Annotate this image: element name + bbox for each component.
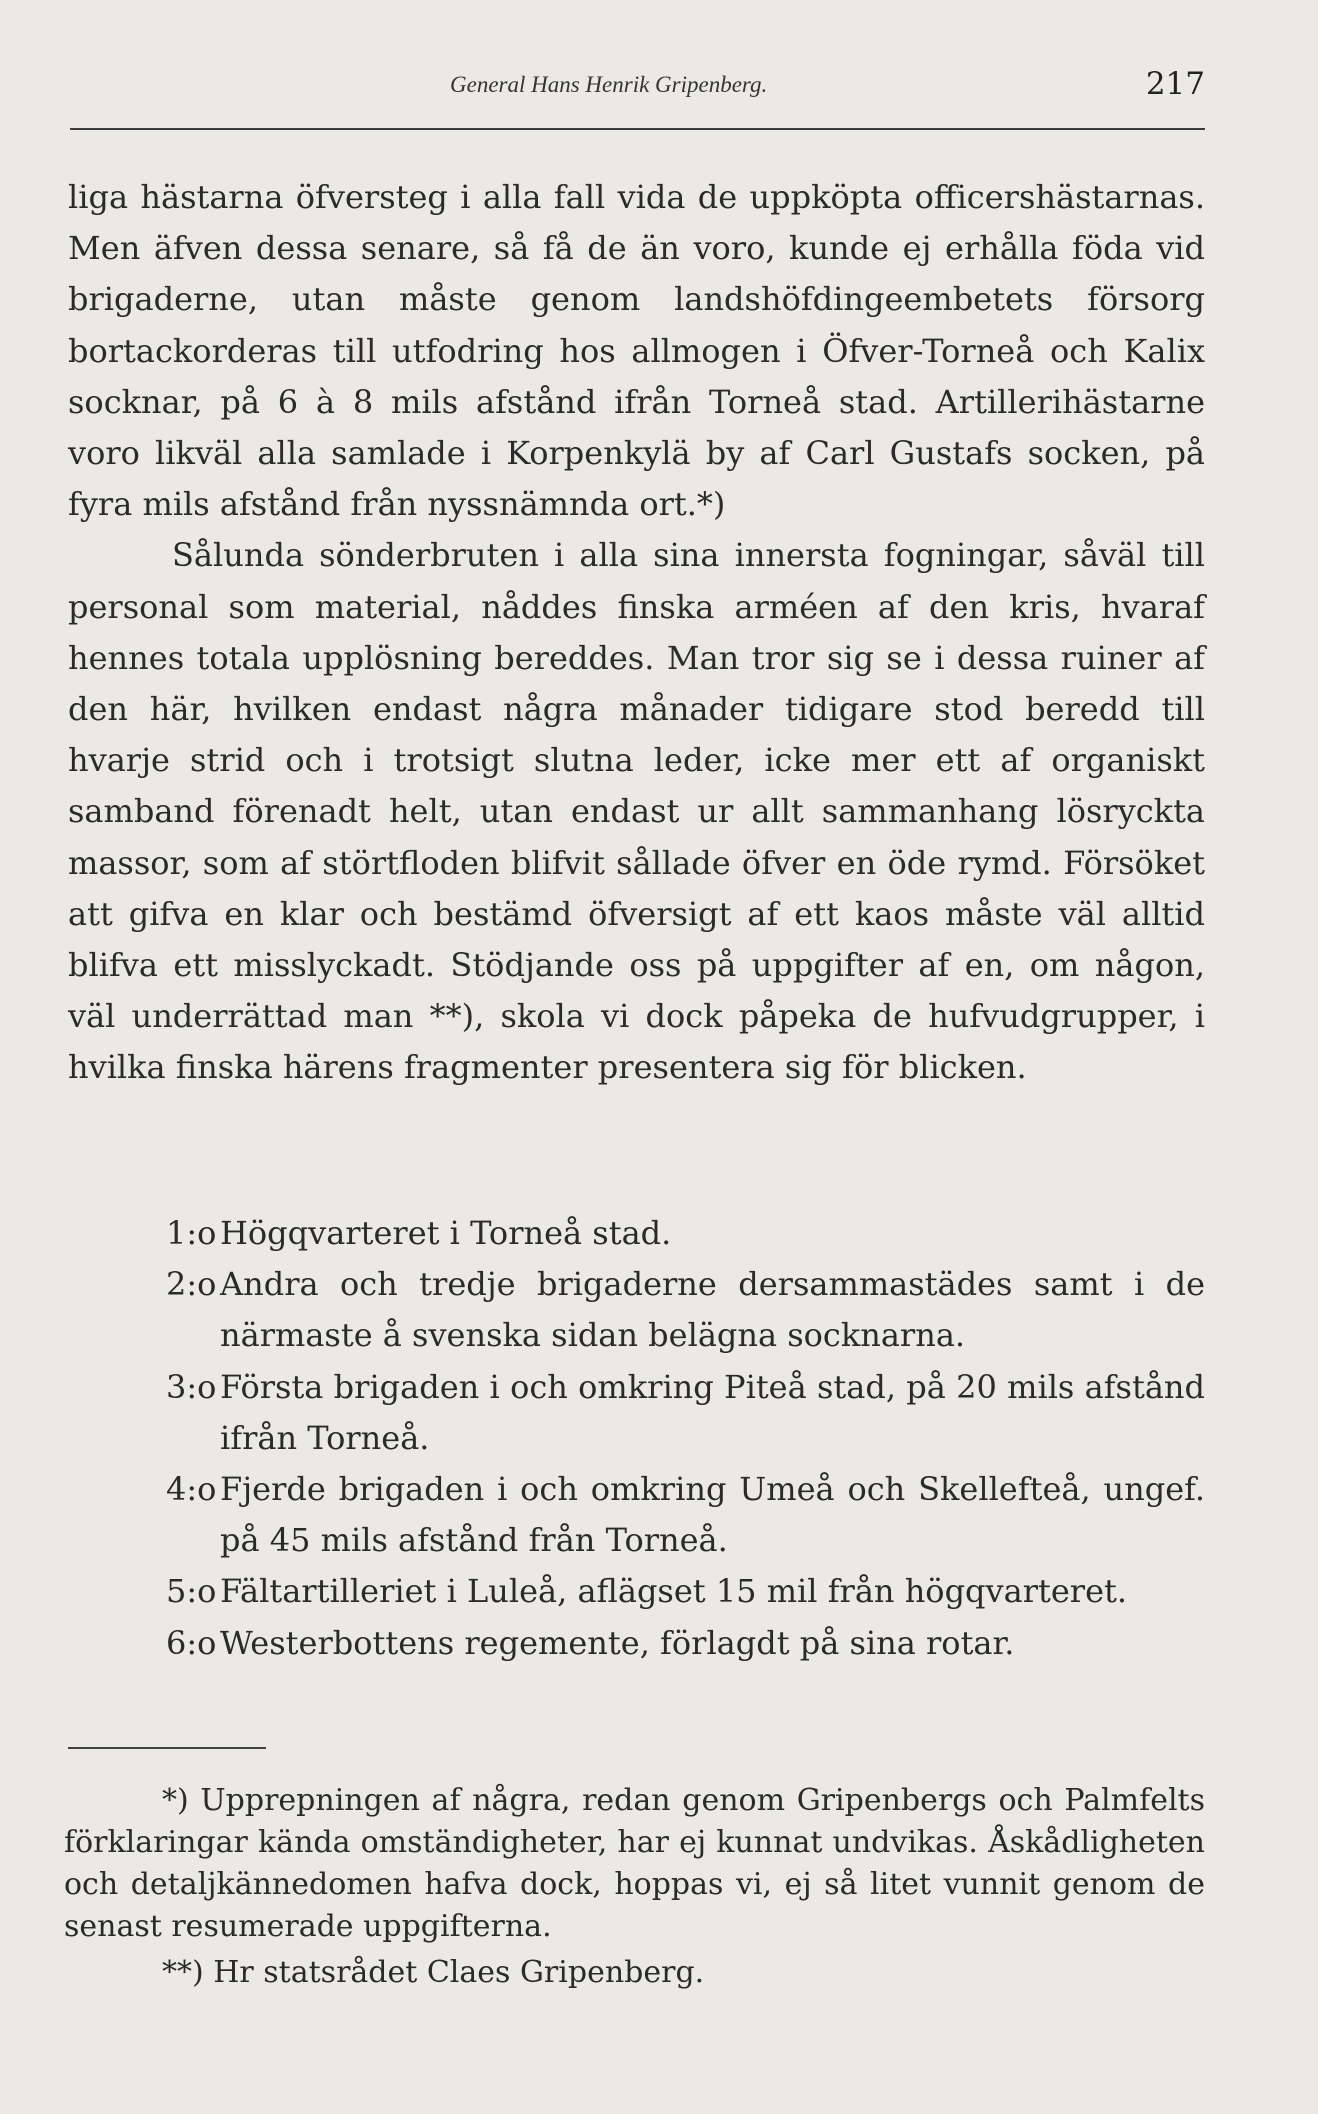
list-item-text: Högqvarteret i Torneå stad. — [220, 1214, 672, 1252]
footnotes — [64, 1780, 1205, 1998]
list-item-number: 6:o — [166, 1623, 217, 1662]
list-item — [68, 1362, 1205, 1464]
page-number: 217 — [1145, 66, 1205, 102]
list-item-text: Andra och tredje brigaderne dersammastädes samt i de närmaste å svenska sidan belägna socknarna. — [220, 1265, 1205, 1355]
footnote-rule — [68, 1747, 266, 1749]
group-list — [68, 1208, 1205, 1669]
list-item — [68, 1464, 1205, 1566]
list-item-text: Fältartilleriet i Luleå, aflägset 15 mil från högqvarteret. — [220, 1572, 1128, 1611]
list-item-number: 5:o — [166, 1572, 217, 1611]
list-item — [68, 1259, 1205, 1361]
paragraph-continuation: liga hästarna öfversteg i alla fall vida de uppköpta officershästarnas. Men äfven dessa senare, så få de än voro, kunde ej erhålla föda vid brigaderne, utan måste genom landshöfdingeembetets försorg bortackorderas till utfodring hos allmogen i Öfver-Torneå och Kalix socknar, på 6 à 8 mils afstånd ifrån Torneå stad. Artillerihästarne voro likväl alla samlade i Korpenkylä by af Carl Gustafs socken, på fyra mils afstånd från nyssnämnda ort.*) — [68, 178, 1205, 524]
running-head — [70, 66, 1205, 106]
list-item-text: Westerbottens regemente, förlagdt på sina rotar. — [220, 1623, 1015, 1662]
footnote-1: *) Upprepningen af några, redan genom Gripenbergs och Palmfelts förklaringar kända omständigheter, har ej kunnat undvikas. Åskådligheten och detaljkännedomen hafva dock, hoppas vi, ej så litet vunnit genom de senast resumerade uppgifterna. — [64, 1783, 1205, 1944]
footnote-2: **) Hr statsrådet Claes Gripenberg. — [162, 1955, 705, 1990]
paragraph-salunda: Sålunda sönderbruten i alla sina innersta fogningar, såväl till personal som material, nåddes finska arméen af den kris, hvaraf hennes totala upplösning bereddes. Man tror sig se i dessa ruiner af den här, hvilken endast några månader tidigare stod beredd till hvarje strid och i trotsigt slutna leder, icke mer ett af organiskt samband förenadt helt, utan endast ur allt sammanhang lösryckta massor, som af störtfloden blifvit sållade öfver en öde rymd. Försöket att gifva en klar och bestämd öfversigt af ett kaos måste väl alltid blifva ett misslyckadt. Stödjande oss på uppgifter af en, om någon, väl underrättad man **), skola vi dock påpeka de hufvudgrupper, i hvilka finska härens fragmenter presentera sig för blicken. — [68, 536, 1205, 1087]
running-title: General Hans Henrik Gripenberg. — [450, 72, 768, 97]
list-item-text: Första brigaden i och omkring Piteå stad, på 20 mils afstånd ifrån Torneå. — [220, 1367, 1205, 1457]
list-item-text: Fjerde brigaden i och omkring Umeå och Skellefteå, ungef. på 45 mils afstånd från Torneå. — [220, 1470, 1205, 1560]
list-item — [68, 1208, 1205, 1259]
list-item — [68, 1566, 1205, 1617]
body-text — [68, 172, 1205, 1094]
list-item-number: 1:o — [166, 1214, 217, 1252]
list-item-number: 3:o — [166, 1367, 217, 1406]
list-item-number: 2:o — [166, 1265, 217, 1304]
list-item — [68, 1618, 1205, 1669]
list-item-number: 4:o — [166, 1470, 217, 1509]
header-rule — [70, 128, 1205, 130]
